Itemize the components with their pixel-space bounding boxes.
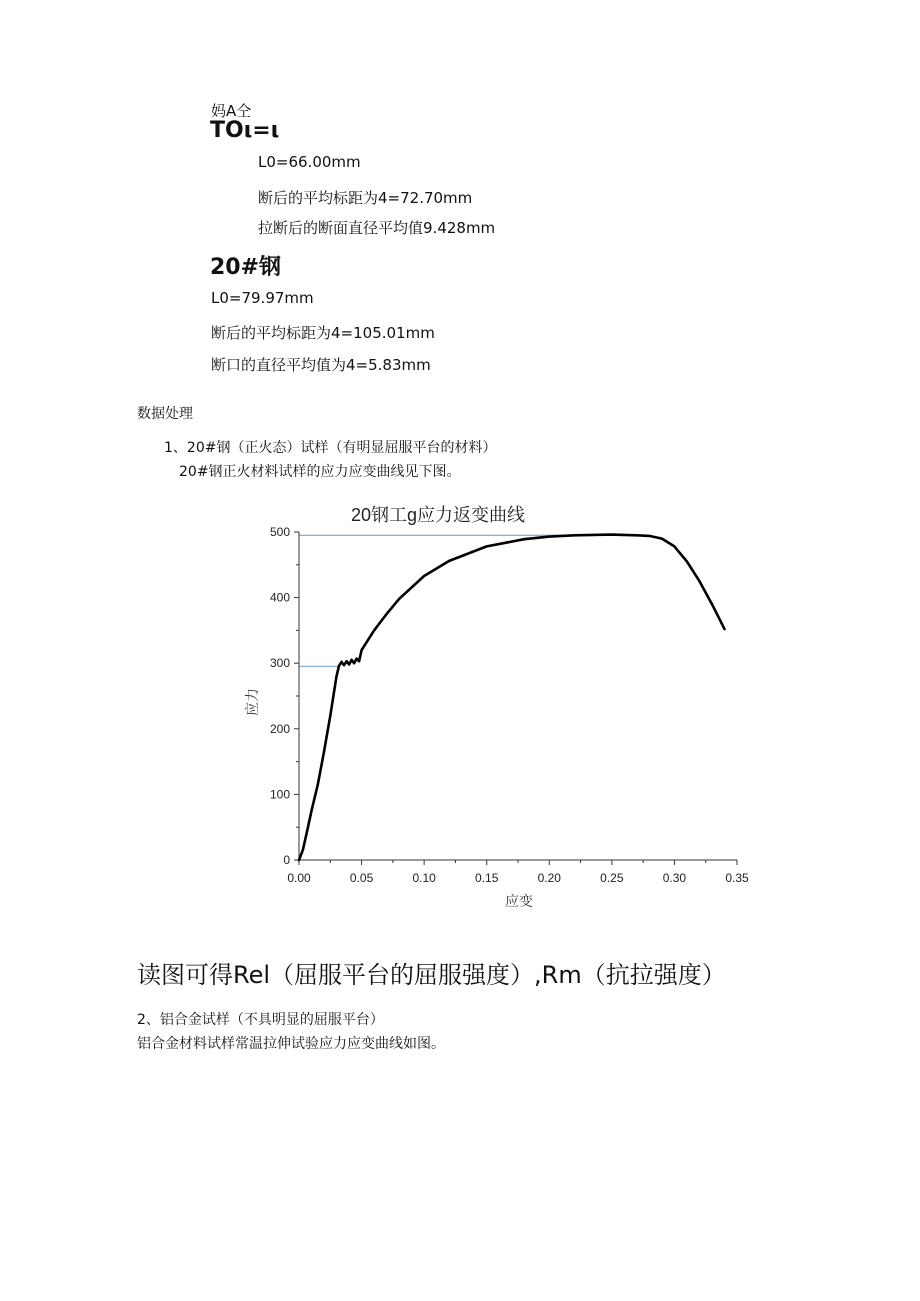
specimen-a-l0: L0=66.00mm <box>258 153 361 171</box>
specimen-a-gauge: 断后的平均标距为4=72.70mm <box>258 189 473 207</box>
stress-strain-curve <box>299 535 725 860</box>
y-axis-label: 应力 <box>244 688 260 716</box>
x-tick-label: 0.30 <box>662 871 687 885</box>
y-tick-label: 100 <box>269 787 290 802</box>
x-tick-label: 0.05 <box>349 871 374 885</box>
x-tick-label: 0.15 <box>475 871 499 885</box>
conclusion-text: 读图可得Rel（屈服平台的屈服强度）,Rm（抗拉强度） <box>137 961 726 989</box>
header-line1: 妈A仝 <box>211 102 252 120</box>
y-tick-label: 400 <box>269 590 290 605</box>
specimen-b-diameter: 断口的直径平均值为4=5.83mm <box>211 356 431 374</box>
y-tick-label: 200 <box>269 721 290 736</box>
stress-strain-chart <box>240 495 760 915</box>
chart-title: 20钢工g应力返变曲线 <box>350 505 526 525</box>
y-tick-label: 500 <box>269 525 290 539</box>
item2-description: 铝合金材料试样常温拉伸试验应力应变曲线如图。 <box>137 1036 445 1052</box>
header-line2: TOι=ι <box>210 118 280 143</box>
x-tick-label: 0.25 <box>600 871 624 885</box>
y-tick-label: 300 <box>269 656 290 671</box>
specimen-b-title: 20#钢 <box>210 255 282 280</box>
section-heading: 数据处理 <box>137 406 193 422</box>
item1-title: 1、20#钢（正火态）试样（有明显屈服平台的材料） <box>164 440 497 456</box>
x-tick-label: 0.20 <box>537 871 561 885</box>
item2-title: 2、铝合金试样（不具明显的屈服平台） <box>137 1012 384 1028</box>
item1-description: 20#钢正火材料试样的应力应变曲线见下图。 <box>179 464 461 480</box>
x-axis-label: 应变 <box>505 893 533 909</box>
x-tick-label: 0.35 <box>725 871 749 885</box>
x-tick-label: 0.00 <box>287 871 311 885</box>
specimen-b-gauge: 断后的平均标距为4=105.01mm <box>211 324 435 342</box>
x-tick-label: 0.10 <box>412 871 436 885</box>
specimen-a-diameter: 拉断后的断面直径平均值9.428mm <box>258 219 496 237</box>
y-tick-label: 0 <box>283 853 290 867</box>
specimen-b-l0: L0=79.97mm <box>211 289 314 307</box>
